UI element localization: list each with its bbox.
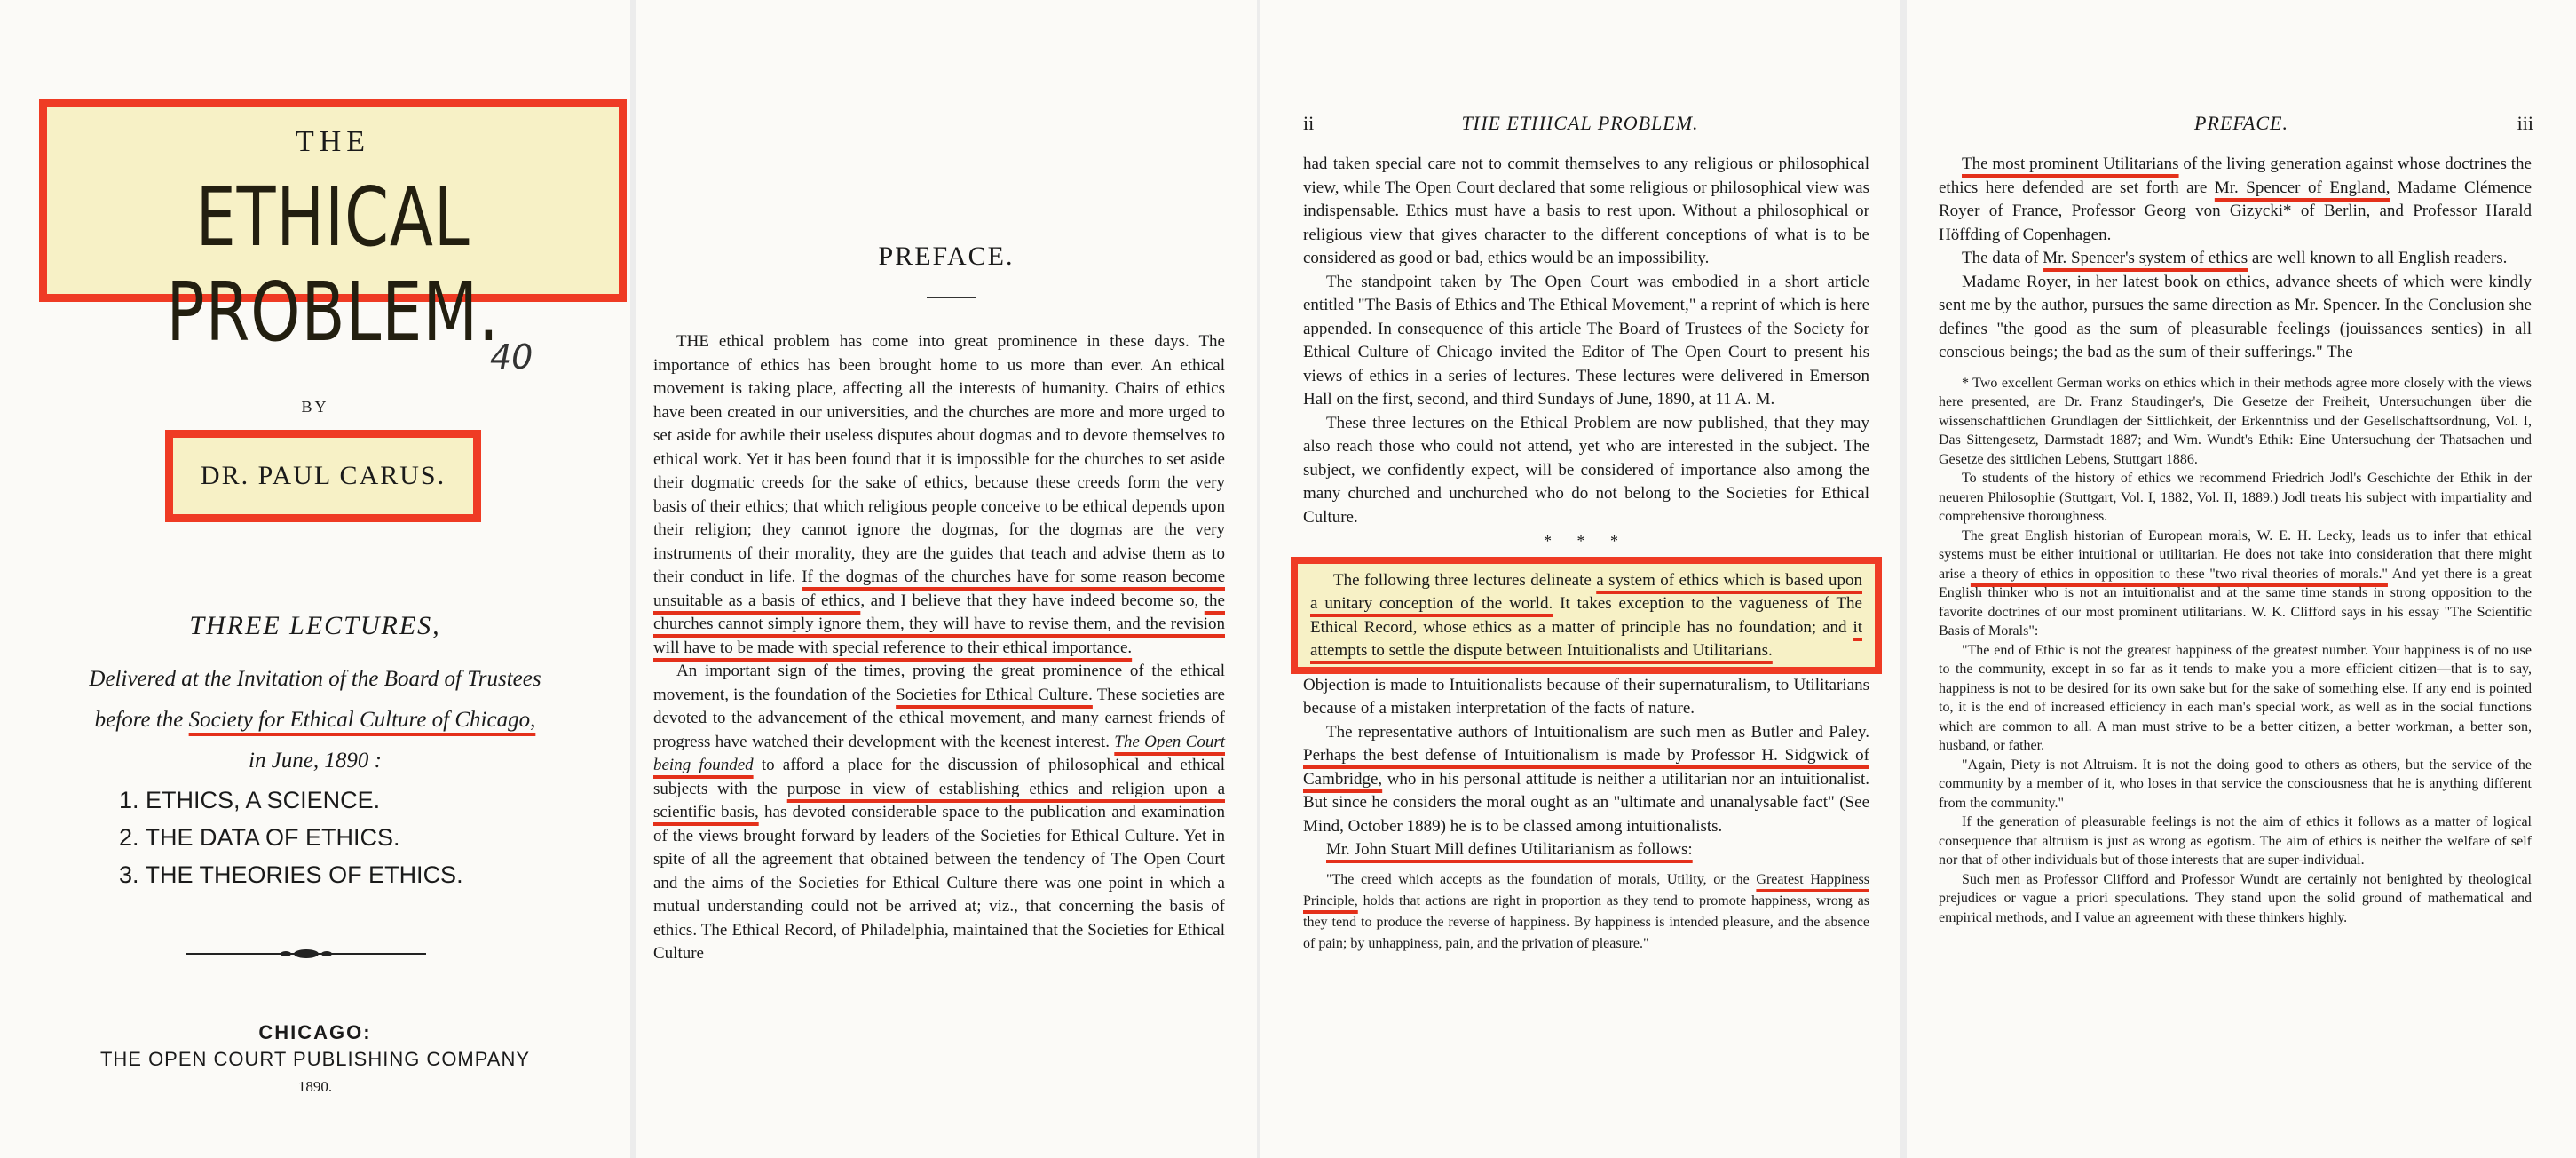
title-page xyxy=(0,0,630,1158)
paragraph: had taken special care not to commit themselves to any religious or philosophical view, while The Open Court declared that some religious or philosophical view was indispensable. Ethics must have a basis to rest upon. Without a philosophical or religious view that gives character to the different conceptions of what is to be considered as good or bad, ethics would be an impossibility. xyxy=(1303,155,1869,267)
society-underlined: Society for Ethical Culture of Chicago, xyxy=(188,708,536,732)
text-run: An important sign of the times, proving the great prominence of the ethical movement, is the foundation of the xyxy=(653,662,1225,704)
text-run: , and I believe that they have indeed become so, xyxy=(860,591,1205,610)
author-highlight-box xyxy=(165,430,481,522)
preface-page-3 xyxy=(1907,0,2576,1158)
footnote: * Two excellent German works on ethics which in their methods agree more closely with the views here presented, are Dr. Franz Staudinger's, Die Gesetze der Freiheit, Untersuchungen über die wissenschaftlichen Grundlagen der Sittlichkeit, der Erkenntniss und der Gesellschaftsordnung, Vol. I, Das Sittengesetz, Darmstadt 1887; and Wm. Wundt's Ethik: Eine Untersuchung der Thatsachen und Gesetze des sittlichen Lebens, Stuttgart 1886. xyxy=(1939,375,2532,467)
text-run: has devoted considerable space to the publication and examination of the views brought forward by leaders of the Societies for Ethical Culture. Yet in spite of all the agreement that obtained between the tendency of The Open Court and the aims of the Societies for Ethical Culture there was one point in which a mutual understanding could not be arrived at; viz., that concerning the basis of ethics. The Ethical Record, of Philadelphia, maintained that the Societies for Ethical Culture xyxy=(653,803,1225,963)
paragraph: Objection is made to Intuitionalists because of their supernaturalism, to Utilitarians because of a mistaken interpretation of the facts of nature. xyxy=(1303,675,1869,718)
paragraph: These three lectures on the Ethical Problem are now published, that they may also reach those who could not attend, yet who are interested in the subject. The subject, we confidently expect, will be considered of importance also among the many churched and unchurched who do not belong to the Societies for Ethical Culture. xyxy=(1303,413,1869,527)
paragraph xyxy=(653,330,1225,660)
text-run: Madame Clémence Royer of France, Professor Georg von Gizycki* of Berlin, and Professor Harald Höffding of Copenhagen. xyxy=(1939,178,2532,244)
book-title: ETHICAL PROBLEM. xyxy=(166,170,500,360)
footnote xyxy=(1939,527,2532,641)
highlighted-text: Societies for Ethical Culture. xyxy=(896,685,1093,704)
paragraph xyxy=(653,660,1225,966)
text-run: holds that actions are right in proportion as they tend to promote happiness, wrong as they tend to produce the reverse of happiness. By happiness is intended pleasure, and the absence of pain; by unhappiness, pain, and the privation of pleasure." xyxy=(1303,892,1869,951)
text-run: to afford a place for the discussion of philosophical and ethical subjects with the xyxy=(653,756,1225,798)
lectures-heading: THREE LECTURES, xyxy=(189,611,441,640)
highlighted-text: Mr. Spencer's system of ethics xyxy=(2043,249,2248,267)
preface-page-1 xyxy=(636,0,1257,1158)
text-run: The great English historian of European morals, W. E. H. Lecky, leads us to infer that ethical systems must be either intuitional or utilitarian. He does not take into consideration that there might arise xyxy=(1939,527,2532,582)
paragraph: Madame Royer, in her latest book on ethics, advance sheets of which were kindly sent me by the author, pursues the same direction as Mr. Spencer. In the Conclusion she defines "the good as the sum of pleasurable feelings (jouissances senties) in all conscious beings; the bad as the sum of their sufferings." The xyxy=(1939,272,2532,361)
highlighted-text: a system of ethics which is based upon a unitary conception of the world. xyxy=(1310,570,1862,613)
page-number: iii xyxy=(2517,112,2533,134)
preface-page-2 xyxy=(1260,0,1900,1158)
paragraph xyxy=(1303,838,1869,862)
text-run: The representative authors of Intuitionalism are such men as Butler and Paley. xyxy=(1326,722,1869,742)
paragraph: The standpoint taken by The Open Court was embodied in a short article entitled "The Basis of Ethics and The Ethical Movement," a reprint of which is here appended. In consequence of this article The Board of Trustees of the Society for Ethical Culture of Chicago invited the Editor of The Open Court to present his views of ethics in a series of lectures. These lectures were delivered in Emerson Hall on the first, second, and third Sundays of June, 1890, at 11 A. M. xyxy=(1303,272,1869,408)
running-head: THE ETHICAL PROBLEM. xyxy=(1461,112,1699,134)
text-run: are well known to all English readers. xyxy=(2248,249,2508,267)
paragraph xyxy=(1303,721,1869,839)
paragraph xyxy=(1310,569,1862,663)
footnotes xyxy=(1939,374,2532,928)
preface-body xyxy=(1303,153,1869,955)
footnote: If the generation of pleasurable feelings is not the aim of ethics it follows as a matter of logical consequence that altruism is just as wrong as egotism. The aim of ethics is neither the welfare of self nor that of other individuals but of those interests that are super-individual. xyxy=(1939,814,2532,868)
highlighted-text: it attempts to settle the dispute between Intuitionalists and Utilitarians. xyxy=(1310,617,1862,660)
text-run: It takes exception to the vagueness of The Ethical Record, whose ethics as a matter of principle has no foundation; and xyxy=(1310,594,1862,637)
author-name: DR. PAUL CARUS. xyxy=(200,461,446,490)
paragraph xyxy=(1939,247,2532,271)
text-run: who in his personal attitude is neither a utilitarian nor an intuitionalist. But since he considers the moral ought as an "ultimate and unanalysable fact" (See Mind, October 1889) he is to be classed among intuitionalists. xyxy=(1303,769,1869,836)
publisher-name: THE OPEN COURT PUBLISHING COMPANY xyxy=(99,1048,531,1070)
highlighted-text: The Open Court being founded xyxy=(653,732,1225,774)
footnote: To students of the history of ethics we recommend Friedrich Jodl's Geschichte der Ethik in der neueren Philosophie (Stuttgart, Vol. I, 1882, Vol. II, 1889.) Jodl treats his subject with impartiality and comprehensive thoroughness. xyxy=(1939,471,2532,524)
lecture-item: 3. THE THEORIES OF ETHICS. xyxy=(119,861,463,888)
section-asterism: * * * xyxy=(1544,532,1629,550)
highlighted-text: Mr. Spencer of England, xyxy=(2214,178,2390,197)
text-run: "The creed which accepts as the foundation of morals, Utility, or the xyxy=(1326,871,1757,887)
text-run: of the living generation against whose doctrines the ethics here defended are set forth are xyxy=(1939,155,2532,197)
highlighted-text: purpose in view of establishing ethics and religion upon a scientific basis, xyxy=(653,779,1225,821)
running-head: PREFACE. xyxy=(2194,112,2288,134)
page-gutter xyxy=(1900,0,1907,1158)
highlighted-text: Perhaps the best defense of Intuitionalism is made by Professor H. Sidgwick of Cambridge, xyxy=(1303,746,1869,789)
text-run: The following three lectures delineate xyxy=(1333,570,1597,590)
delivered-line-3: in June, 1890 : xyxy=(249,749,382,773)
delivered-prefix: before the xyxy=(94,708,189,732)
ornament-divider xyxy=(186,948,426,959)
text-run: And yet there is a great English thinker who is not an intuitionalist and at the same time stands in strong opposition to the favorite doctrines of our most prominent utilitarians. W. K. Clifford says in his essay "The Scientific Basis of Morals": xyxy=(1939,566,2532,638)
publication-year: 1890. xyxy=(297,1078,333,1095)
footnote: "Again, Piety is not Altruism. It is not the doing good to others as others, but the service of the community by a member of it, who loses in that service the consciousness that he is anything different from the community." xyxy=(1939,757,2532,811)
highlighted-text: the churches cannot simply ignore them, they will have to revise them, and the revision will have to be made with special reference to their ethical importance. xyxy=(653,591,1225,657)
text-run: THE ethical problem has come into great prominence in these days. The importance of ethics has been brought home to us more than ever. An ethical movement is taking place, affecting all the interests of humanity. Chairs of ethics have been created in our universities, and the churches are more and more urged to set aside for awhile their useless disputes about dogmas and to devote themselves to ethical work. Yet it has been found that it is impossible for the churches to set aside their dogmatic creeds for the sake of ethics, because these creeds form the very basis of their ethics; that which religious people conceive to be ethical depends upon their religion; they cannot ignore the dogmas, for the dogmas are the very instruments of their morality, they are the guides that teach and advise them as to their conduct in life. xyxy=(653,332,1225,586)
lecture-list xyxy=(119,781,463,893)
text-run: These societies are devoted to the advancement of the ethical movement, and many earnest friends of progress have watched their development with the keenest interest. xyxy=(653,685,1225,751)
highlighted-text: Mr. John Stuart Mill defines Utilitarianism as follows: xyxy=(1326,840,1693,859)
page-number: ii xyxy=(1303,112,1315,134)
preface-body xyxy=(1939,153,2532,927)
title-the: THE xyxy=(295,125,371,158)
paragraph xyxy=(1939,153,2532,247)
footnote: "The end of Ethic is not the greatest happiness of the greatest number. Your happiness is of no use to the community, except in so far as it tends to make you a more efficient citizen—that is to say, happiness is not to be desired for its own sake but for the sake of something else. If any end is pointed to, it is the end of increased efficiency in each man's special work, as well as in the social functions which are common to all. A man must strive to be a better citizen, a better workman, a better son, husband, or father. xyxy=(1939,642,2532,753)
mill-quote xyxy=(1303,869,1869,955)
delivered-text xyxy=(0,659,630,781)
handwritten-note: 40 xyxy=(490,337,533,377)
highlighted-text: If the dogmas of the churches have for some reason become unsuitable as a basis of ethics xyxy=(653,567,1225,610)
lecture-item: 2. THE DATA OF ETHICS. xyxy=(119,824,400,851)
delivered-line-1: Delivered at the Invitation of the Board of Trustees xyxy=(89,667,541,691)
footnote: Such men as Professor Clifford and Professor Wundt are certainly not benighted by theological prejudices or vague a priori speculations. They stand upon the solid ground of mathematical and empirical methods, and I value an agreement with these thinkers highly. xyxy=(1939,871,2532,925)
preface-heading: PREFACE. xyxy=(878,242,1015,271)
preface-body xyxy=(653,330,1225,966)
highlighted-text: Greatest Happiness Principle, xyxy=(1303,871,1869,908)
highlighted-passage-box xyxy=(1291,557,1882,674)
heading-rule xyxy=(927,297,976,298)
highlighted-text: a theory of ethics in opposition to these "two rival theories of morals." xyxy=(1970,566,2388,582)
text-run: The data of xyxy=(1962,249,2043,267)
delivered-line-2 xyxy=(0,700,630,741)
highlighted-text: The most prominent Utilitarians xyxy=(1962,155,2179,173)
by-label: BY xyxy=(301,398,329,416)
publisher-city: CHICAGO: xyxy=(258,1021,372,1043)
lecture-item: 1. ETHICS, A SCIENCE. xyxy=(119,787,381,813)
